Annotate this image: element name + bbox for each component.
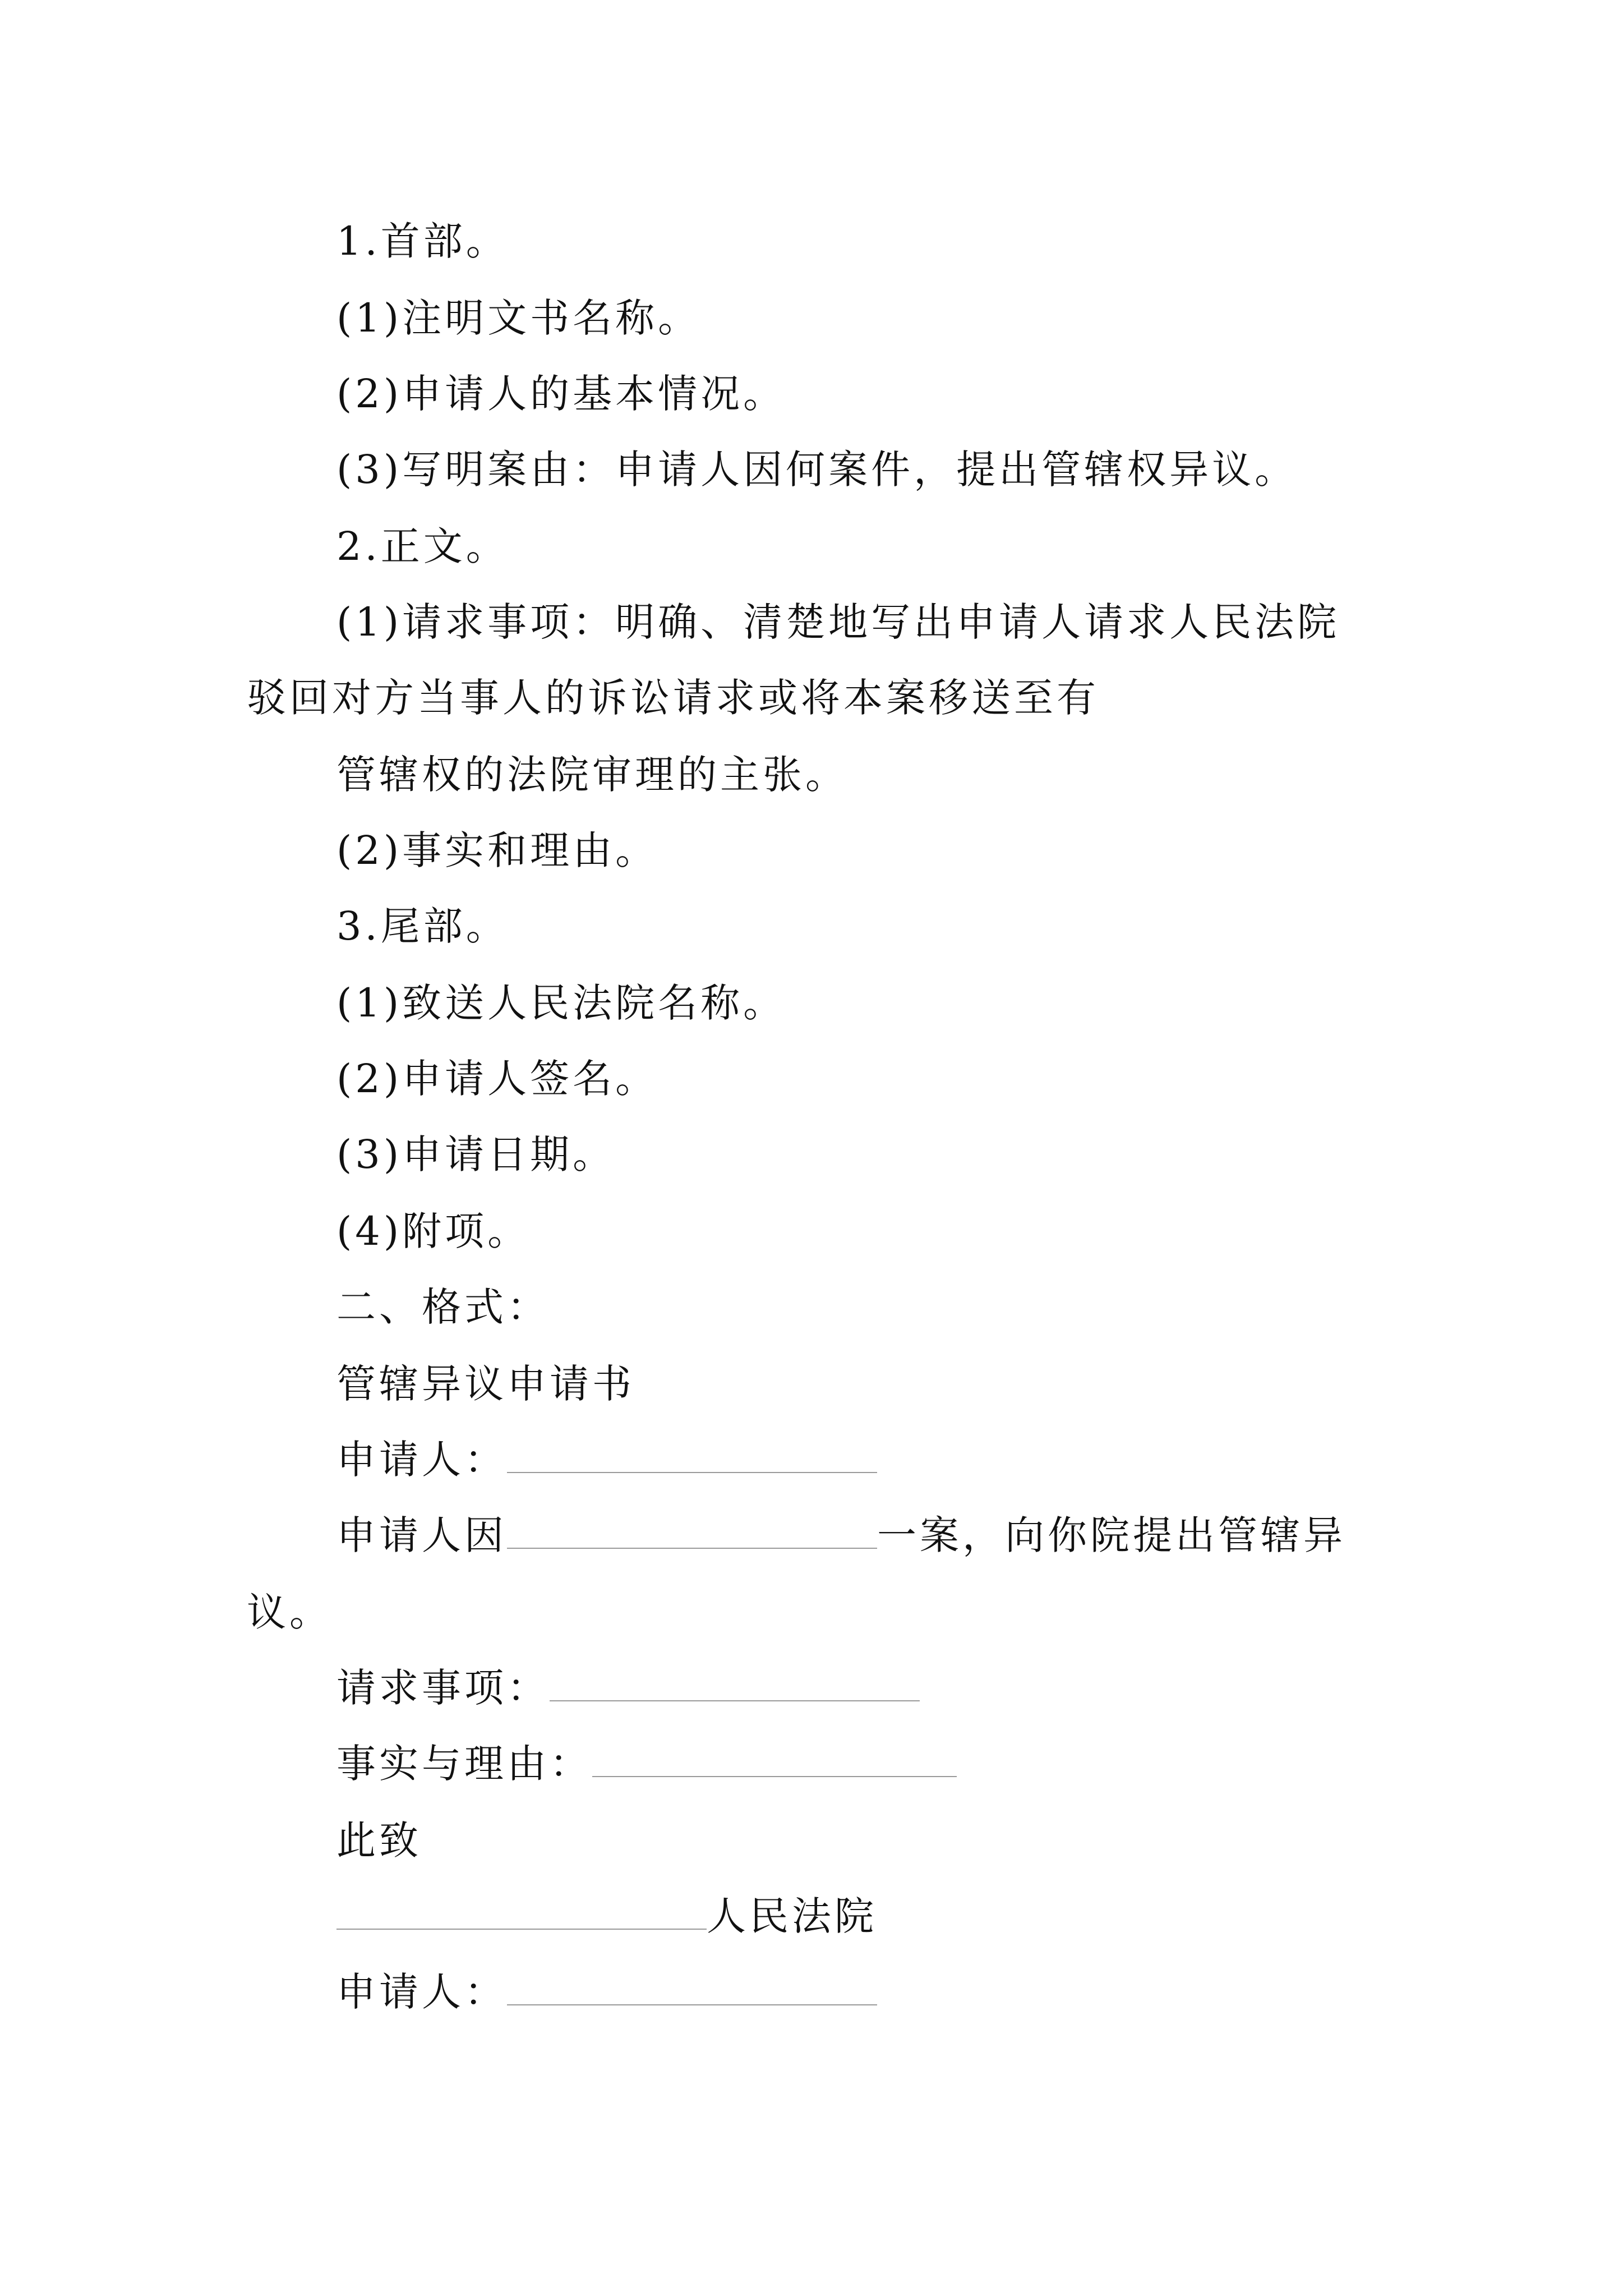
text-line: (1)注明文书名称。 bbox=[336, 295, 701, 341]
text-line: (2)事实和理由。 bbox=[336, 827, 658, 873]
text-line: (4)附项。 bbox=[336, 1208, 531, 1254]
text-line: 管辖权的法院审理的主张。 bbox=[336, 752, 848, 798]
case-suffix: 一案，向你院提出管辖异 bbox=[877, 1512, 1346, 1558]
salutation: 此致 bbox=[336, 1818, 422, 1864]
case-row-continued: 议。 bbox=[247, 1589, 332, 1635]
case-row bbox=[336, 1510, 1346, 1561]
case-prefix: 申请人因 bbox=[336, 1512, 507, 1558]
signature-blank bbox=[507, 1972, 877, 2005]
applicant-row bbox=[336, 1434, 877, 1485]
text-line: (3)申请日期。 bbox=[336, 1131, 616, 1177]
facts-row bbox=[336, 1738, 957, 1789]
form-title: 管辖异议申请书 bbox=[336, 1361, 635, 1407]
section-heading-footer: 3.尾部。 bbox=[336, 903, 509, 949]
signature-label: 申请人： bbox=[336, 1969, 507, 2015]
applicant-blank bbox=[507, 1439, 877, 1473]
request-row bbox=[336, 1663, 920, 1713]
facts-label: 事实与理由： bbox=[336, 1741, 592, 1787]
text-line: (2)申请人签名。 bbox=[336, 1056, 658, 1102]
court-row bbox=[336, 1891, 877, 1941]
section-heading-format: 二、格式： bbox=[336, 1284, 550, 1330]
text-line: (1)致送人民法院名称。 bbox=[336, 980, 786, 1026]
request-blank bbox=[550, 1668, 920, 1701]
section-heading-header: 1.首部。 bbox=[336, 218, 509, 264]
text-line-continued: 驳回对方当事人的诉讼请求或将本案移送至有 bbox=[247, 675, 1099, 721]
text-line: (1)请求事项：明确、清楚地写出申请人请求人民法院 bbox=[336, 599, 1340, 645]
text-line: (3)写明案由：申请人因何案件，提出管辖权异议。 bbox=[336, 447, 1298, 493]
text-line: (2)申请人的基本情况。 bbox=[336, 371, 786, 417]
signature-row bbox=[336, 1967, 877, 2017]
request-label: 请求事项： bbox=[336, 1665, 550, 1711]
case-blank bbox=[507, 1515, 877, 1549]
facts-blank bbox=[592, 1743, 957, 1777]
court-suffix: 人民法院 bbox=[707, 1893, 877, 1939]
court-blank bbox=[336, 1896, 707, 1930]
section-heading-body: 2.正文。 bbox=[336, 523, 509, 569]
applicant-label: 申请人： bbox=[336, 1437, 507, 1483]
